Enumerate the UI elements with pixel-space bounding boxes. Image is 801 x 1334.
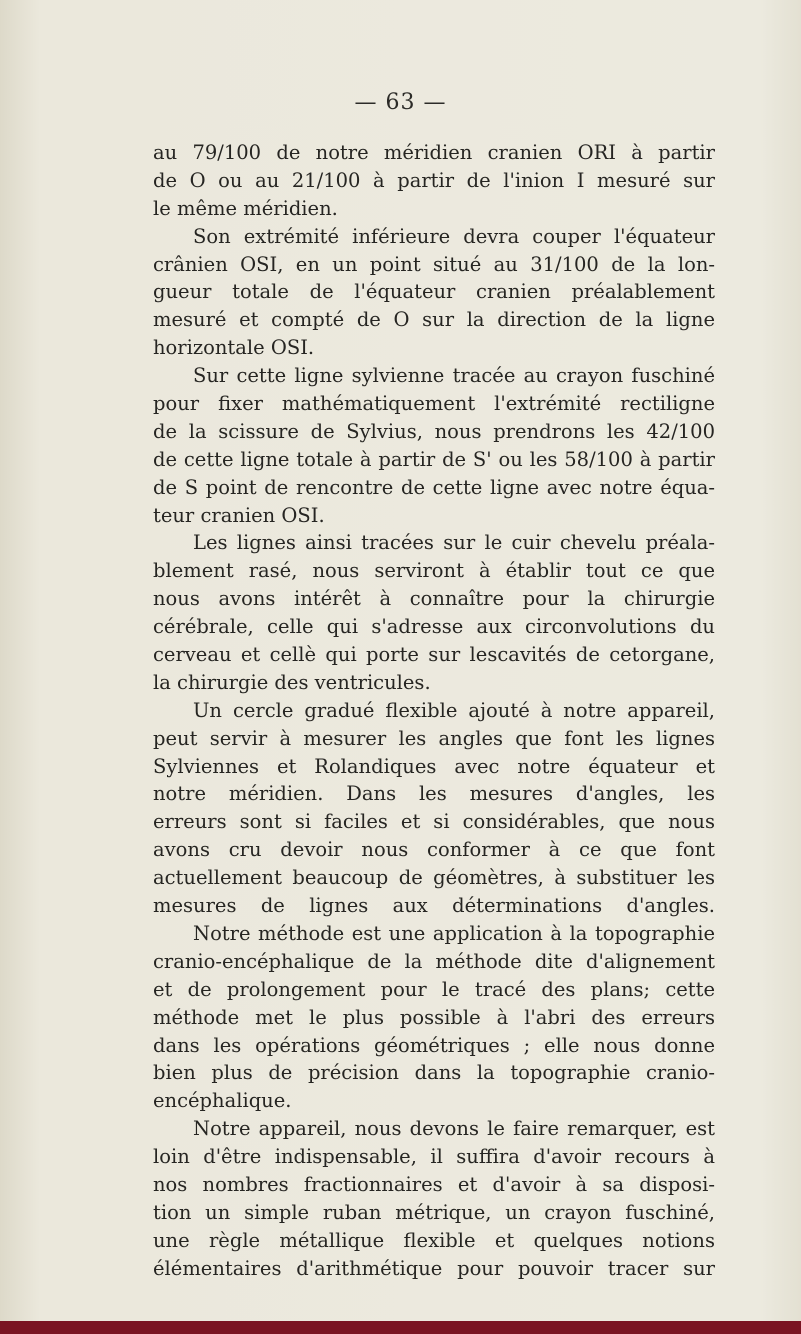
text-line: nos nombres fractionnaires et d'avoir à sa disposi- <box>153 1172 715 1196</box>
text-line: méthode met le plus possible à l'abri des erreurs <box>153 1005 715 1029</box>
text-line: Sylviennes et Rolandiques avec notre équateur et <box>153 754 715 778</box>
body-text <box>153 139 715 1283</box>
text-line: blement rasé, nous serviront à établir tout ce que <box>153 559 715 583</box>
text-line: loin d'être indispensable, il suffira d'avoir recours à <box>153 1145 715 1169</box>
text-line: avons cru devoir nous conformer à ce que font <box>153 838 715 862</box>
text-line: erreurs sont si faciles et si considérables, que nous <box>153 810 715 834</box>
text-line: de S point de rencontre de cette ligne avec notre équa- <box>153 475 715 499</box>
text-line: Son extrémité inférieure devra couper l'équateur <box>193 224 715 248</box>
bottom-binding-edge <box>0 1321 801 1334</box>
page-number: — 63 — <box>354 90 447 115</box>
text-line: actuellement beaucoup de géomètres, à substituer les <box>153 866 715 890</box>
text-line: élémentaires d'arithmétique pour pouvoir tracer sur <box>153 1256 715 1280</box>
text-line: Notre méthode est une application à la topographie <box>193 921 715 945</box>
text-line: mesuré et compté de O sur la direction de la ligne <box>153 308 715 332</box>
text-line: cérébrale, celle qui s'adresse aux circonvolutions du <box>153 615 715 639</box>
text-line: et de prolongement pour le tracé des plans; cette <box>153 977 715 1001</box>
text-line: une règle métallique flexible et quelques notions <box>153 1228 715 1252</box>
text-line: cerveau et cellè qui porte sur lescavités de cetorgane, <box>153 643 715 667</box>
text-line: peut servir à mesurer les angles que font les lignes <box>153 726 715 750</box>
text-line: cranio-encéphalique de la méthode dite d'alignement <box>153 949 715 973</box>
text-line: nous avons intérêt à connaître pour la chirurgie <box>153 587 715 611</box>
text-line: horizontale OSI. <box>153 336 315 360</box>
text-line: de O ou au 21/100 à partir de l'inion I mesuré sur <box>153 168 715 192</box>
text-line: mesures de lignes aux déterminations d'angles. <box>153 894 715 918</box>
text-line: tion un simple ruban métrique, un crayon fuschiné, <box>153 1200 715 1224</box>
text-line: Un cercle gradué flexible ajouté à notre appareil, <box>193 698 715 722</box>
text-line: dans les opérations géométriques ; elle nous donne <box>153 1033 715 1057</box>
text-line: gueur totale de l'équateur cranien préalablement <box>153 280 715 304</box>
text-line: encéphalique. <box>153 1089 292 1113</box>
text-line: pour fixer mathématiquement l'extrémité rectiligne <box>153 392 715 416</box>
text-line: Sur cette ligne sylvienne tracée au crayon fuschiné <box>193 364 715 388</box>
text-line: crânien OSI, en un point situé au 31/100 de la lon- <box>153 252 715 276</box>
text-line: de cette ligne totale à partir de S' ou les 58/100 à partir <box>153 447 715 471</box>
text-line: bien plus de précision dans la topographie cranio- <box>153 1061 715 1085</box>
text-line: Les lignes ainsi tracées sur le cuir chevelu préala- <box>193 531 715 555</box>
text-line: notre méridien. Dans les mesures d'angles, les <box>153 782 715 806</box>
text-line: le même méridien. <box>153 196 338 220</box>
text-line: au 79/100 de notre méridien cranien ORI à partir <box>153 141 715 164</box>
text-line: Notre appareil, nous devons le faire remarquer, est <box>193 1117 715 1141</box>
text-line: de la scissure de Sylvius, nous prendrons les 42/100 <box>153 419 715 443</box>
text-line: la chirurgie des ventricules. <box>153 670 431 694</box>
text-line: teur cranien OSI. <box>153 503 325 527</box>
